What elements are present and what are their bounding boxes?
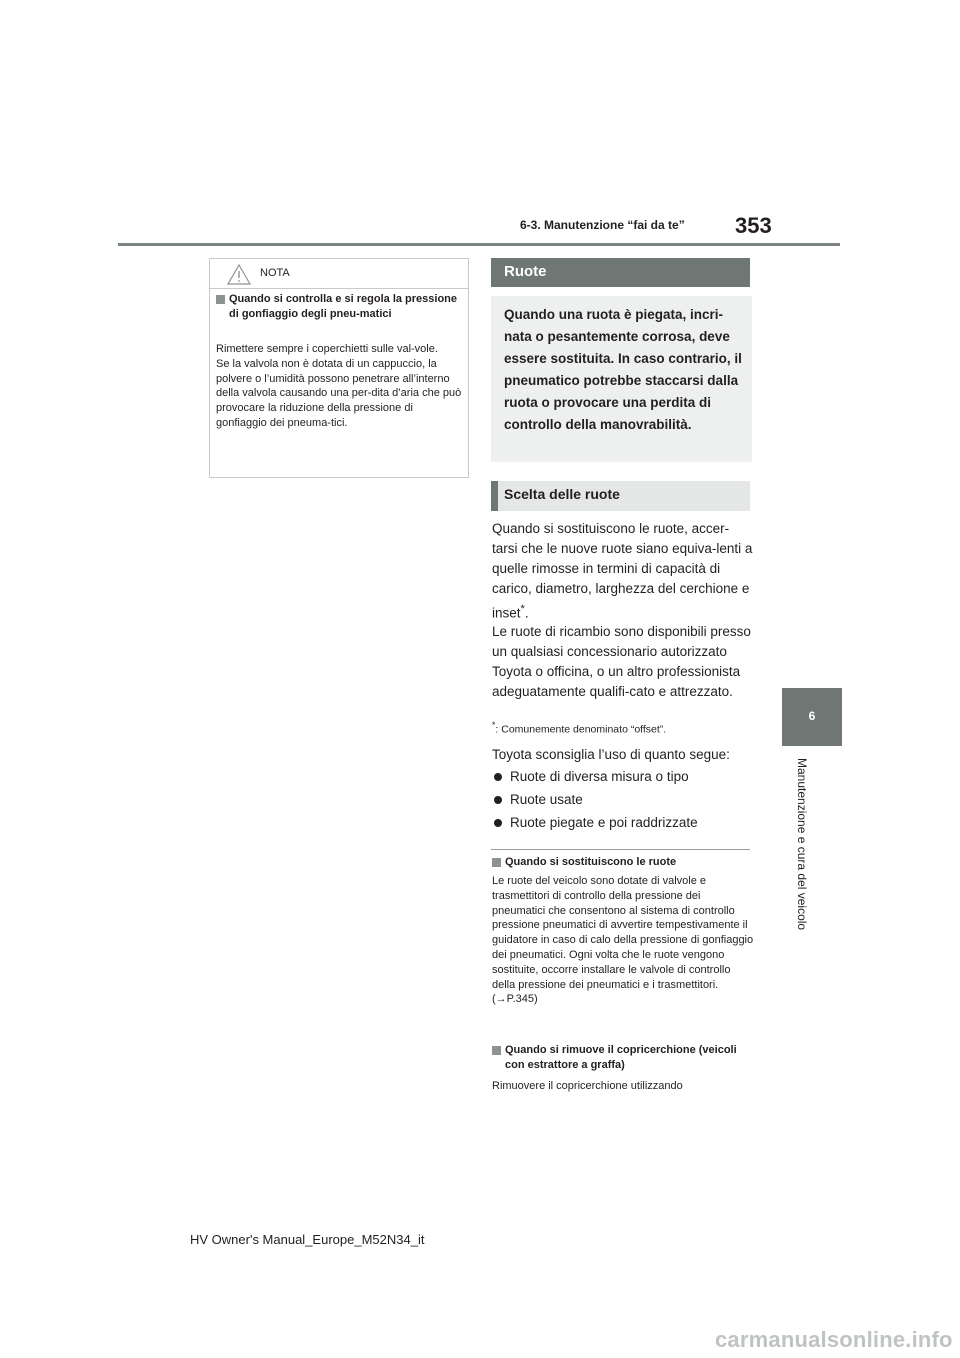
bullet-list [492,767,754,836]
note-header [210,259,468,289]
footnote [492,718,754,737]
bullet-dot-icon [494,796,502,804]
note-subheading-text: Quando si controlla e si regola la pressione di gonfiaggio degli pneu-matici [229,293,458,320]
chapter-tab: 6 [782,688,842,746]
list-item-text: Ruote piegate e poi raddrizzate [510,815,698,830]
note-body: Rimettere sempre i coperchietti sulle val-vole. Se la valvola non è dotata di un cappuccio, la polvere o l’umidità possono penetrare all’interno della valvola causando una per-dita d’aria che può provocare la riduzione della pressione di gonfiaggio dei pneuma-tici. [216,343,462,429]
paragraph-end: . [524,605,529,621]
footnote-text: : Comunemente denominato “offset”. [495,723,667,736]
info-body-hubcap: Rimuovere il copricerchione utilizzando [492,1080,683,1092]
list-item [492,790,754,810]
note-subheading [216,292,462,322]
footnote-symbol: * [492,720,496,730]
info-heading-text: Quando si sostituiscono le ruote [505,856,677,868]
info-heading-replacing-wheels [492,855,752,870]
note-box [209,258,469,478]
info-heading-text: Quando si rimuove il copricerchione (veicoli con estrattore a graffa) [505,1044,737,1071]
paragraph-recommendation: Toyota sconsiglia l’uso di quanto segue: [492,747,730,762]
list-item [492,813,754,833]
square-bullet-icon [492,1046,501,1055]
footnote-mark: * [520,603,525,615]
paragraph-text: Quando si sostituiscono le ruote, accer-tarsi che le nuove ruote siano equiva-lenti a quelle rimosse in termini di capacità di carico, diametro, larghezza del cerchione e inset [492,521,753,621]
chapter-side-title: Manutenzione e cura del veicolo [795,758,809,931]
warning-triangle-icon [227,264,251,285]
paragraph-spare-wheels: Le ruote di ricambio sono disponibili presso un qualsiasi concessionario autorizzato Toyota o officina, o un altro professionista adeguatamente qualifi-cato e attrezzato. [492,624,751,699]
square-bullet-icon [216,295,225,304]
page-number: 353 [735,213,772,238]
subsection-title: Scelta delle ruote [491,481,750,511]
header-divider [118,243,840,246]
paragraph-wheel-replacement [492,519,754,624]
bullet-dot-icon [494,819,502,827]
watermark: carmanualsonline.info [715,1327,953,1352]
info-body-replacing-wheels: Le ruote del veicolo sono dotate di valvole e trasmettitori di controllo della pressione dei pneumatici che consentono al sistema di controllo pressione pneumatici di avvertire tempestivamente il guidatore in caso di calo della pressione di gonfiaggio dei pneumatici. Ogni volta che le ruote vengono sostituite, occorre installare le valvole di controllo della pressione dei pneumatici e i trasmettitori. (→P.345) [492,875,754,1006]
footer-manual-id: HV Owner's Manual_Europe_M52N34_it [190,1232,425,1247]
square-bullet-icon [492,858,501,867]
list-item-text: Ruote usate [510,792,583,807]
warning-callout: Quando una ruota è piegata, incri-nata o pesantemente corrosa, deve essere sostituita. In caso contrario, il pneumatico potrebbe staccarsi dalla ruota o provocare una perdita di controllo della manovrabilità. [491,296,752,462]
bullet-dot-icon [494,773,502,781]
note-label: NOTA [260,267,290,279]
list-item [492,767,754,787]
section-title-bar: Ruote [491,258,750,287]
info-divider [491,849,750,850]
info-heading-hubcap [492,1043,752,1073]
list-item-text: Ruote di diversa misura o tipo [510,769,689,784]
section-header-title: 6-3. Manutenzione “fai da te” [520,218,685,232]
